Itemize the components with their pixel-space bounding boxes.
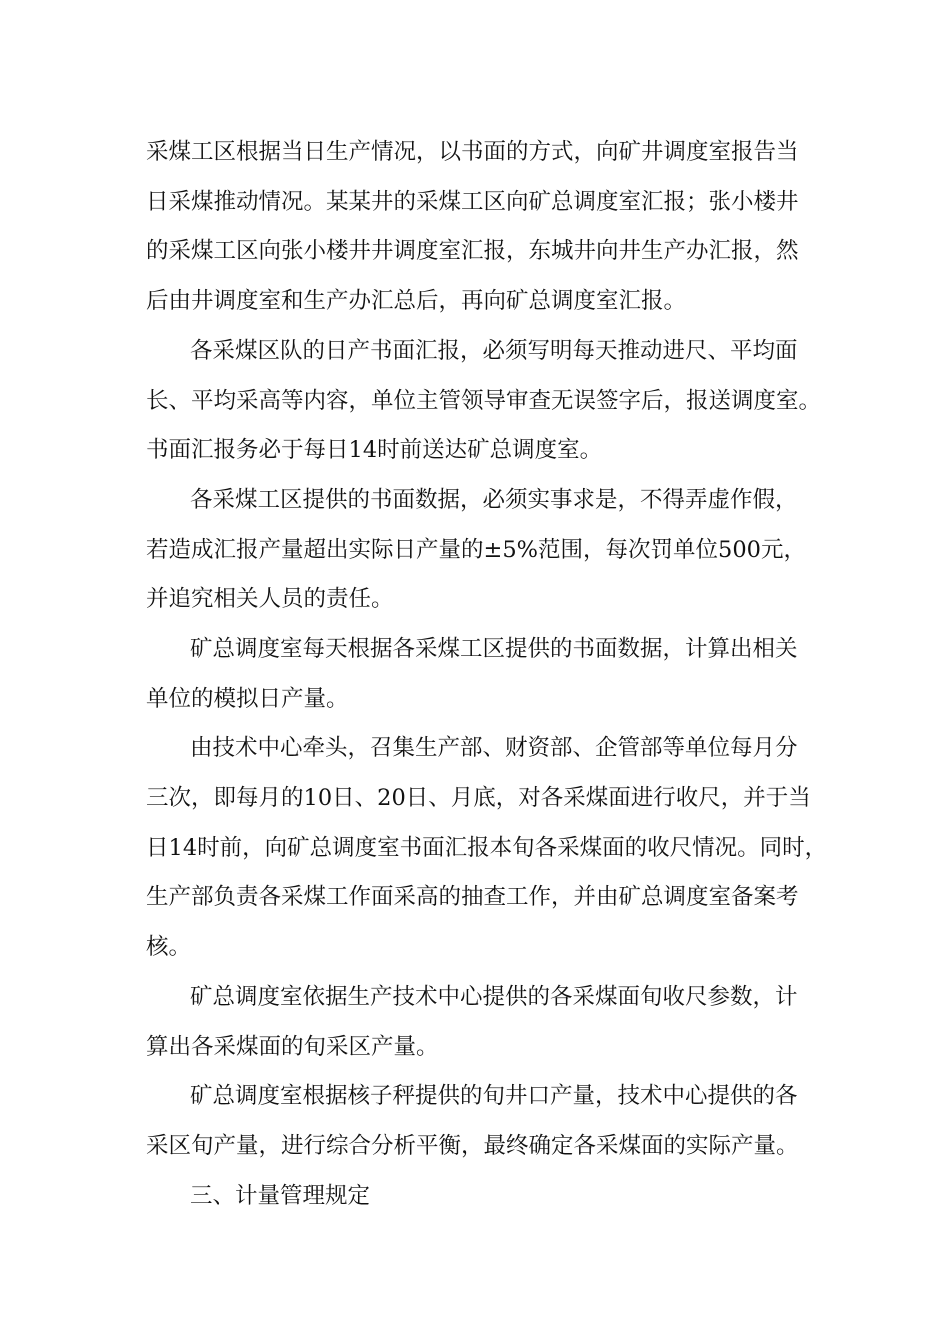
- text-line: 矿总调度室依据生产技术中心提供的各采煤面旬收尺参数，计: [190, 984, 798, 1010]
- text-line: 日采煤推动情况。某某井的采煤工区向矿总调度室汇报；张小楼井: [146, 189, 799, 215]
- text-line: 采区旬产量，进行综合分析平衡，最终确定各采煤面的实际产量。: [146, 1133, 799, 1159]
- text-line: 采煤工区根据当日生产情况，以书面的方式，向矿井调度室报告当: [146, 139, 799, 165]
- text-line: 矿总调度室每天根据各采煤工区提供的书面数据，计算出相关: [190, 636, 798, 662]
- text-line: 长、平均采高等内容，单位主管领导审查无误签字后，报送调度室。: [146, 388, 822, 414]
- text-line: 的采煤工区向张小楼井井调度室汇报，东城井向井生产办汇报，然: [146, 238, 799, 264]
- text-line: 三次，即每月的10日、20日、月底，对各采煤面进行收尺，并于当: [146, 785, 811, 811]
- text-line: 若造成汇报产量超出实际日产量的±5%范围，每次罚单位500元，: [146, 537, 806, 563]
- text-line: 算出各采煤面的旬采区产量。: [146, 1034, 439, 1060]
- text-line: 后由井调度室和生产办汇总后，再向矿总调度室汇报。: [146, 288, 687, 314]
- section-heading: 三、计量管理规定: [190, 1183, 371, 1209]
- text-line: 生产部负责各采煤工作面采高的抽查工作，并由矿总调度室备案考: [146, 884, 799, 910]
- text-line: 各采煤工区提供的书面数据，必须实事求是，不得弄虚作假，: [190, 487, 798, 513]
- text-line: 并追究相关人员的责任。: [146, 586, 394, 612]
- text-line: 核。: [146, 934, 192, 960]
- text-line: 单位的模拟日产量。: [146, 686, 349, 712]
- text-line: 日14时前，向矿总调度室书面汇报本旬各采煤面的收尺情况。同时，: [146, 835, 828, 861]
- text-line: 各采煤区队的日产书面汇报，必须写明每天推动进尺、平均面: [190, 338, 798, 364]
- text-line: 书面汇报务必于每日14时前送达矿总调度室。: [146, 437, 603, 463]
- text-line: 由技术中心牵头，召集生产部、财资部、企管部等单位每月分: [190, 735, 798, 761]
- text-line: 矿总调度室根据核子秤提供的旬井口产量，技术中心提供的各: [190, 1083, 798, 1109]
